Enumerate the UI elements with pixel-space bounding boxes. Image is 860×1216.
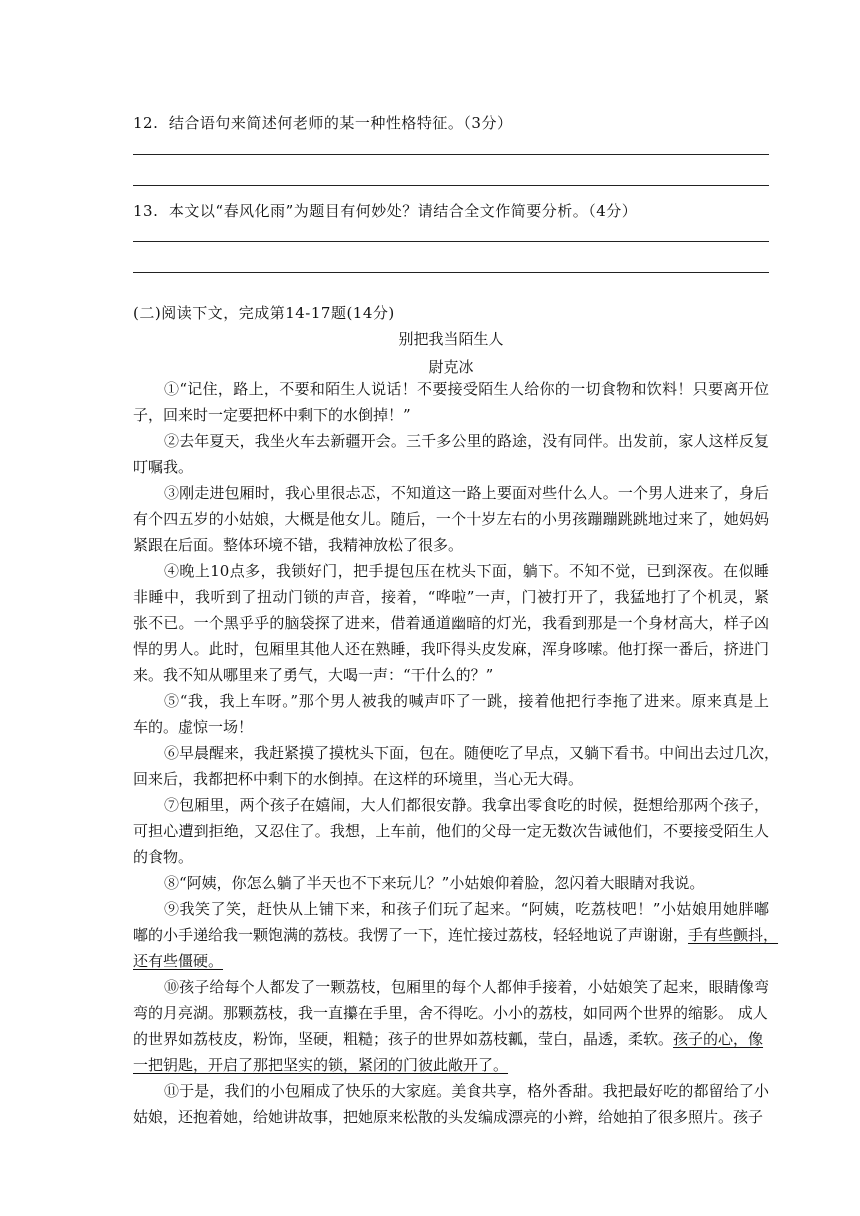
answer-line[interactable] (133, 154, 769, 155)
underlined-text: 孩子的心，像 (673, 1030, 764, 1048)
section-heading: (二)阅读下文，完成第14-17题(14分) (133, 304, 395, 322)
question-12 (133, 112, 512, 133)
paragraph-line: ⑤“我，我上车呀。”那个男人被我的喊声吓了一跳，接着他把行李拖了进来。原来真是上 (164, 692, 769, 710)
paragraph-line: ②去年夏天，我坐火车去新疆开会。三千多公里的路途，没有同伴。出发前，家人这样反复 (164, 432, 769, 450)
paragraph-line: 非睡中，我听到了扭动门锁的声音，接着，“哗啦”一声，门被打开了，我猛地打了个机灵，紧 (133, 588, 769, 606)
paragraph-line: ⑩孩子给每个人都发了一颗荔枝，包厢里的每个人都伸手接着，小姑娘笑了起来，眼睛像弯 (164, 978, 769, 996)
question-13 (133, 200, 637, 221)
paragraph-line (133, 922, 779, 948)
question-number: 13. (133, 202, 159, 220)
paragraph-line: 有个四五岁的小姑娘，大概是他女儿。随后，一个十岁左右的小男孩蹦蹦跳跳地过来了，她妈妈 (133, 510, 769, 528)
paragraph-line: 车的。虚惊一场！ (133, 718, 254, 736)
article-body (133, 376, 780, 1130)
question-text: 本文以“春风化雨”为题目有何妙处？请结合全文作简要分析。（4分） (168, 202, 638, 220)
paragraph-line: 弯的月亮湖。那颗荔枝，我一直攥在手里，舍不得吃。小小的荔枝，如同两个世界的缩影。 成人 (133, 1004, 768, 1022)
underlined-text: 一把钥匙，开启了那把坚实的锁，紧闭的门彼此敞开了。 (133, 1056, 509, 1074)
paragraph-line (133, 948, 769, 974)
paragraph-text: 的世界如荔枝皮，粉饰，坚硬，粗糙；孩子的世界如荔枝瓤，莹白，晶透，柔软。 (133, 1030, 674, 1048)
paragraph-line: 回来后，我都把杯中剩下的水倒掉。在这样的环境里，当心无大碍。 (133, 770, 584, 788)
article-title: 别把我当陌生人 (398, 330, 504, 348)
underlined-text: 手有些颤抖， (688, 926, 779, 944)
article-author: 尉克冰 (428, 358, 474, 376)
paragraph-text: 嘟的小手递给我一颗饱满的荔枝。我愣了一下，连忙接过荔枝，轻轻地说了声谢谢， (133, 926, 689, 944)
paragraph-line: 叮嘱我。 (133, 458, 194, 476)
paragraph-line: 子，回来时一定要把杯中剩下的水倒掉！” (133, 406, 411, 424)
paragraph-line: 来。我不知从哪里来了勇气，大喝一声：“干什么的？” (133, 666, 494, 684)
paragraph-line: ①“记住，路上，不要和陌生人说话！不要接受陌生人给你的一切食物和饮料！只要离开位 (164, 380, 769, 398)
paragraph-line: ⑦包厢里，两个孩子在嬉闹，大人们都很安静。我拿出零食吃的时候，挺想给那两个孩子， (164, 796, 769, 814)
paragraph-line: ⑨我笑了笑，赶快从上铺下来，和孩子们玩了起来。“阿姨，吃荔枝吧！”小姑娘用她胖嘟 (164, 900, 769, 918)
paragraph-line: ④晚上10点多，我锁好门，把手提包压在枕头下面，躺下。不知不觉，已到深夜。在似睡 (164, 562, 769, 580)
paragraph-line: ⑪于是，我们的小包厢成了快乐的大家庭。美食共享，格外香甜。我把最好吃的都留给了小 (164, 1082, 769, 1100)
paragraph-line: 紧跟在后面。整体环境不错，我精神放松了很多。 (133, 536, 464, 554)
question-number: 12. (133, 114, 159, 132)
paragraph-line (133, 1026, 769, 1052)
paragraph-line: ⑧“阿姨，你怎么躺了半天也不下来玩儿？”小姑娘仰着脸，忽闪着大眼睛对我说。 (164, 874, 705, 892)
question-text: 结合语句来简述何老师的某一种性格特征。（3分） (168, 114, 513, 132)
paragraph-line: 可担心遭到拒绝，又忍住了。我想，上车前，他们的父母一定无数次告诫他们，不要接受陌生人 (133, 822, 769, 840)
paragraph-line: ⑥早晨醒来，我赶紧摸了摸枕头下面，包在。随便吃了早点，又躺下看书。中间出去过几次， (164, 744, 780, 762)
paragraph-line (133, 1052, 769, 1078)
paragraph-line: 悍的男人。此时，包厢里其他人还在熟睡，我吓得头皮发麻，浑身哆嗦。他打探一番后，挤进门 (133, 640, 769, 658)
answer-line[interactable] (133, 272, 769, 273)
paragraph-line: ③刚走进包厢时，我心里很忐忑，不知道这一路上要面对些什么人。一个男人进来了，身后 (164, 484, 769, 502)
paragraph-line: 的食物。 (133, 848, 194, 866)
underlined-text: 还有些僵硬。 (133, 952, 224, 970)
paragraph-line: 姑娘，还抱着她，给她讲故事，把她原来松散的头发编成漂亮的小辫，给她拍了很多照片。孩子 (133, 1108, 764, 1126)
answer-line[interactable] (133, 241, 769, 242)
answer-line[interactable] (133, 185, 769, 186)
paragraph-line: 张不已。一个黑乎乎的脑袋探了进来，借着通道幽暗的灯光，我看到那是一个身材高大，样子凶 (133, 614, 769, 632)
